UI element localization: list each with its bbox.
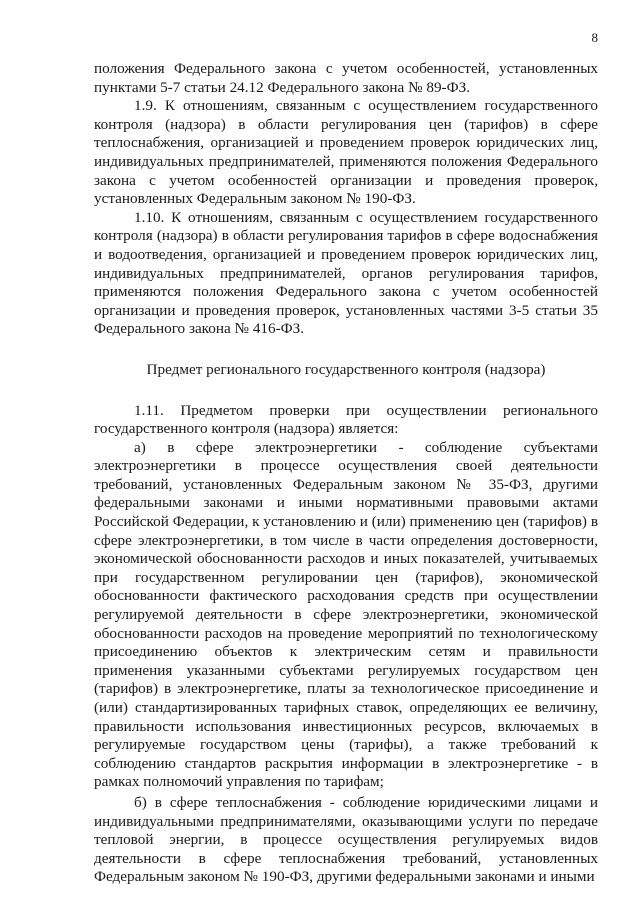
paragraph-1-11: 1.11. Предметом проверки при осуществлении регионального государственного контроля (надзора) является:: [94, 401, 598, 438]
paragraph-continuation: положения Федерального закона с учетом особенностей, установленных пунктами 5-7 статьи 24.12 Федерального закона № 89-ФЗ.: [94, 60, 598, 96]
paragraph-1-10: 1.10. К отношениям, связанным с осуществлением государственного контроля (надзора) в области регулирования тарифов в сфере водоснабжения и водоотведения, организацией и проведением проверок юридических лиц, индивидуальных предпринимателей, органов регулирования тарифов, применяются положения Федерального закона с учетом особенностей организации и проведения проверок, установленных частями 3-5 статьи 35 Федерального закона № 416-ФЗ.: [94, 208, 598, 338]
paragraph-item-b: б) в сфере теплоснабжения - соблюдение юридическими лицами и индивидуальными предпринимателями, оказывающими услуги по передаче тепловой энергии, в процессе осуществления регулируемых видов деятельности в сфере теплоснабжения требований, установленных Федеральным законом № 190-ФЗ, другими федеральными законами и иными: [94, 793, 598, 886]
page-number: 8: [591, 30, 598, 45]
document-body: [94, 60, 598, 887]
paragraph-item-a: а) в сфере электроэнергетики - соблюдение субъектами электроэнергетики в процессе осуществления своей деятельности требований, установленных Федеральным законом № 35-ФЗ, другими федеральными законами и иными нормативными правовыми актами Российской Федерации, к установлению и (или) применению цен (тарифов) в сфере электроэнергетики, в том числе в части определения достоверности, экономической обоснованности расходов и иных показателей, учитываемых при государственном регулировании цен (тарифов), экономической обоснованности фактического расходования средств при осуществлении регулируемой деятельности в сфере электроэнергетики, экономической обоснованности расходов на проведение мероприятий по технологическому присоединению объектов к электрическим сетям и правильности применения указанными субъектами регулируемых государством цен (тарифов) в электроэнергетике, платы за технологическое присоединение и (или) стандартизированных тарифных ставок, определяющих ее величину, правильности использования инвестиционных ресурсов, включаемых в регулируемые государством цены (тарифы), а также требований к соблюдению стандартов раскрытия информации в электроэнергетике - в рамках полномочий управления по тарифам;: [94, 438, 598, 791]
section-heading: Предмет регионального государственного контроля (надзора): [146, 360, 546, 378]
paragraph-1-9: 1.9. К отношениям, связанным с осуществлением государственного контроля (надзора) в области регулирования цен (тарифов) в сфере теплоснабжения, организацией и проведением проверок юридических лиц, индивидуальных предпринимателей, применяются положения Федерального закона с учетом особенностей организации и проведения проверок, установленных Федеральным законом № 190-ФЗ.: [94, 97, 598, 208]
